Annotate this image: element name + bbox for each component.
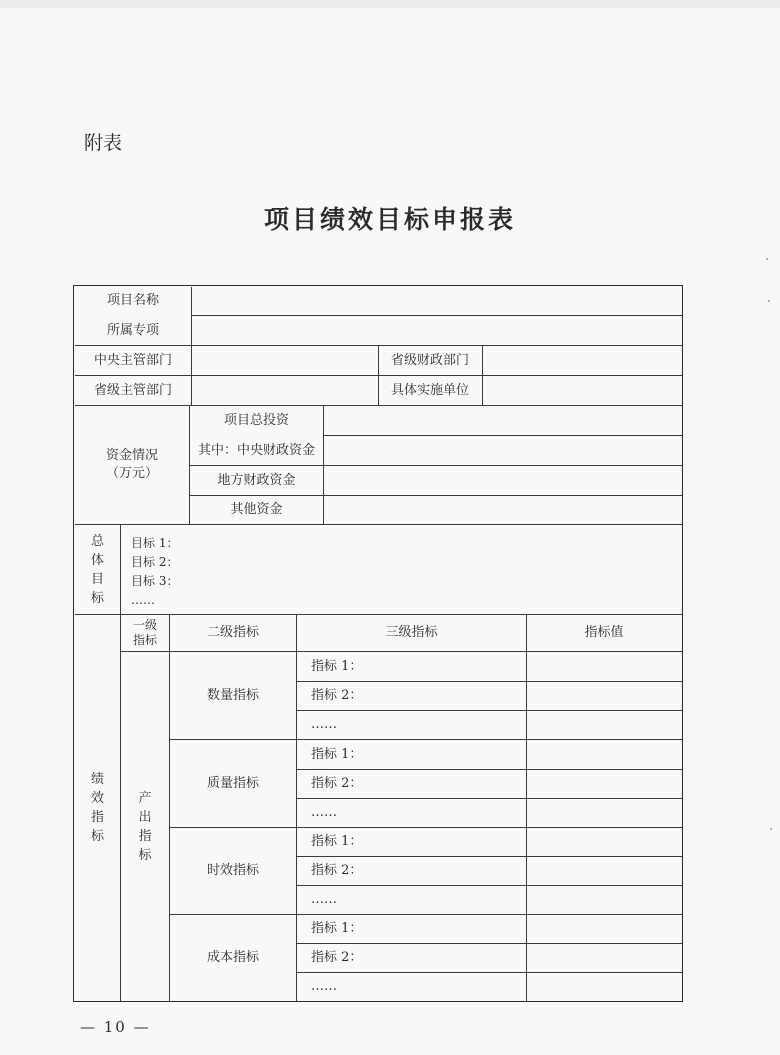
indicator-item: 指标 2： bbox=[311, 949, 363, 965]
grid-hline bbox=[75, 524, 682, 525]
prov-dept-label: 省级主管部门 bbox=[93, 382, 172, 398]
grid-hline bbox=[75, 405, 682, 406]
indicator-item: 指标 1： bbox=[311, 746, 363, 762]
grid-vline bbox=[296, 615, 297, 1001]
grid-hline bbox=[75, 614, 682, 615]
overall-goals-label: 总 体 目 标 bbox=[90, 533, 104, 606]
grid-hline bbox=[296, 943, 682, 944]
goal-item: 目标 3： bbox=[131, 574, 179, 588]
appendix-label: 附表 bbox=[84, 132, 123, 154]
grid-hline bbox=[189, 465, 682, 466]
impl-unit-label: 具体实施单位 bbox=[390, 382, 469, 398]
quality-indicator-label: 质量指标 bbox=[206, 775, 259, 791]
form-title: 项目绩效目标申报表 bbox=[263, 205, 516, 234]
goal-item: 目标 2： bbox=[131, 555, 179, 569]
special-item-label: 所属专项 bbox=[106, 322, 159, 338]
grid-hline bbox=[189, 495, 682, 496]
scan-speck bbox=[770, 828, 772, 830]
quantity-indicator-label: 数量指标 bbox=[206, 687, 259, 703]
indicator-item: …… bbox=[311, 716, 337, 732]
goal-item: 目标 1： bbox=[131, 536, 179, 550]
indicator-item: 指标 1： bbox=[311, 921, 363, 937]
grid-vline bbox=[323, 406, 324, 524]
output-indicators-label: 产 出 指 标 bbox=[138, 790, 152, 863]
cost-indicator-label: 成本指标 bbox=[206, 950, 259, 966]
grid-hline bbox=[323, 435, 682, 436]
prov-finance-dept-label: 省级财政部门 bbox=[390, 352, 469, 368]
level3-header: 三级指标 bbox=[385, 625, 438, 641]
scan-speck bbox=[768, 300, 770, 302]
level2-header: 二级指标 bbox=[206, 625, 259, 641]
grid-hline bbox=[191, 315, 682, 316]
indicator-item: 指标 1： bbox=[311, 834, 363, 850]
funds-label: 资金情况 （万元） bbox=[105, 448, 158, 481]
indicator-item: …… bbox=[311, 891, 337, 907]
funds-row-total: 项目总投资 bbox=[223, 412, 289, 428]
project-name-label: 项目名称 bbox=[106, 293, 159, 309]
indicator-item: …… bbox=[311, 978, 337, 994]
grid-hline bbox=[296, 885, 682, 886]
indicator-item: 指标 2： bbox=[311, 862, 363, 878]
indicator-item: 指标 1： bbox=[311, 658, 363, 674]
page-number: — 10 — bbox=[80, 1018, 151, 1036]
grid-vline bbox=[526, 615, 527, 1001]
indicator-item: …… bbox=[311, 804, 337, 820]
performance-indicators-label: 绩 效 指 标 bbox=[90, 772, 104, 844]
scan-speck bbox=[766, 258, 768, 260]
grid-hline bbox=[296, 972, 682, 973]
indicator-item: 指标 2： bbox=[311, 775, 363, 791]
overall-goals-list bbox=[131, 534, 178, 610]
grid-vline bbox=[189, 406, 190, 524]
grid-vline bbox=[169, 615, 170, 1001]
timeliness-indicator-label: 时效指标 bbox=[206, 863, 259, 879]
central-dept-label: 中央主管部门 bbox=[93, 352, 172, 368]
value-header: 指标值 bbox=[584, 625, 624, 641]
grid-hline bbox=[169, 914, 682, 915]
funds-row-other: 其他资金 bbox=[230, 502, 283, 518]
grid-hline bbox=[296, 769, 682, 770]
grid-hline bbox=[296, 798, 682, 799]
funds-row-local: 地方财政资金 bbox=[217, 472, 296, 488]
funds-row-central: 其中：中央财政资金 bbox=[197, 442, 315, 458]
grid-hline bbox=[120, 651, 682, 652]
grid-hline bbox=[169, 827, 682, 828]
grid-vline bbox=[191, 287, 192, 405]
grid-hline bbox=[169, 739, 682, 740]
goal-item: …… bbox=[131, 593, 155, 607]
grid-hline bbox=[296, 710, 682, 711]
grid-hline bbox=[296, 856, 682, 857]
grid-hline bbox=[296, 681, 682, 682]
grid-vline bbox=[482, 346, 483, 405]
grid-vline bbox=[120, 525, 121, 1001]
level1-header: 一级 指标 bbox=[132, 618, 157, 647]
grid-vline bbox=[378, 346, 379, 405]
scan-top-band bbox=[0, 0, 780, 8]
indicator-item: 指标 2： bbox=[311, 687, 363, 703]
